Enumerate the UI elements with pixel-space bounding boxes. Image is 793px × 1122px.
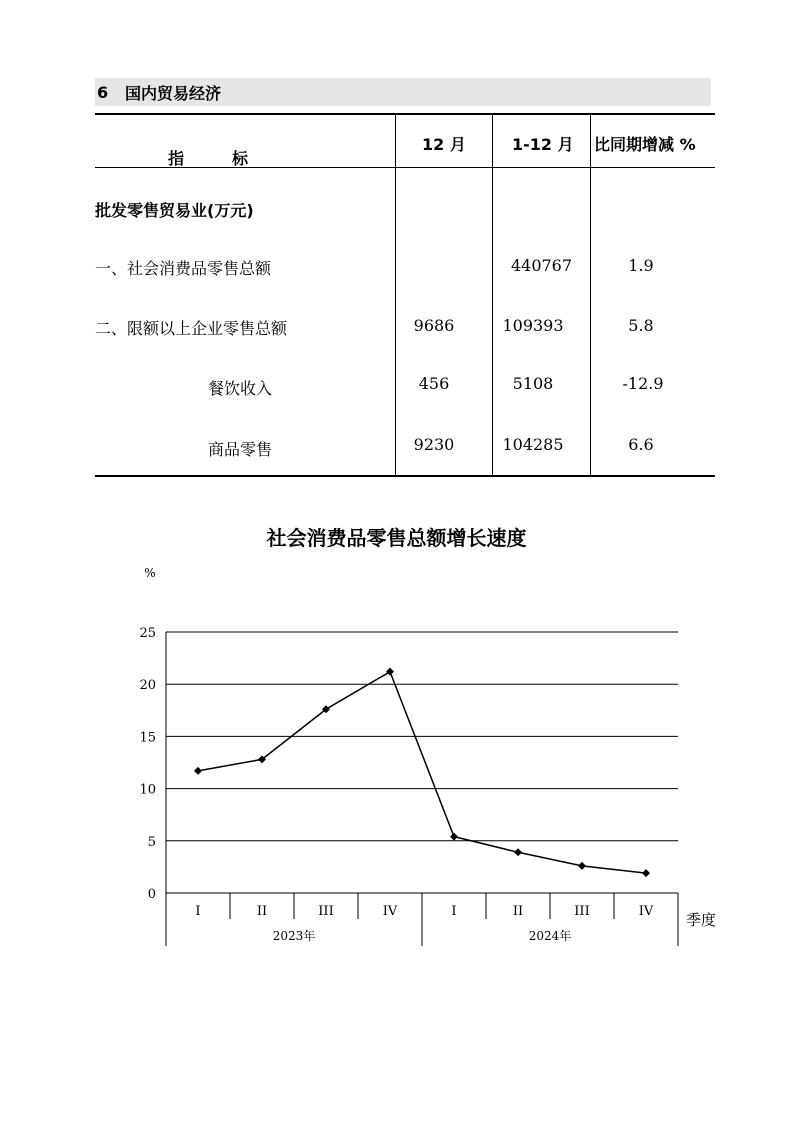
data-point	[194, 767, 202, 775]
chart-title: 社会消费品零售总额增长速度	[266, 526, 527, 550]
y-tick-label: 20	[139, 678, 156, 694]
row-label: 一、社会消费品零售总额	[95, 259, 272, 278]
y-tick-label: 0	[147, 887, 156, 902]
row-label: 商品零售	[208, 440, 273, 459]
data-point	[578, 862, 586, 870]
x-tick-label: I	[451, 904, 457, 919]
row-cumulative: 109393	[502, 316, 564, 335]
row-cumulative: 5108	[512, 374, 554, 393]
y-tick-label: 15	[139, 730, 156, 746]
row-change: 1.9	[628, 256, 654, 275]
row-change: 5.8	[628, 316, 654, 335]
x-tick-label: I	[195, 904, 201, 919]
data-point	[514, 848, 522, 856]
y-tick-label: 10	[139, 782, 156, 798]
row-change: -12.9	[622, 374, 664, 393]
header-month: 12 月	[422, 135, 466, 154]
x-tick-label: IV	[638, 904, 654, 919]
row-label: 餐饮收入	[208, 379, 273, 398]
header-change: 比同期增减 %	[594, 135, 696, 154]
row-cumulative: 104285	[502, 435, 564, 454]
series-line	[198, 672, 646, 873]
header-cumulative: 1-12 月	[512, 135, 574, 154]
y-tick-label: 25	[139, 626, 156, 641]
row-cumulative: 440767	[510, 256, 573, 275]
x-group-label: 2023年	[272, 929, 316, 943]
data-point	[642, 869, 650, 877]
data-point	[386, 668, 394, 676]
y-axis-label: %	[144, 566, 156, 580]
row-month: 9230	[413, 435, 455, 454]
row-month: 456	[418, 374, 450, 393]
row-change: 6.6	[628, 435, 654, 454]
header-indicator: 指 标	[168, 149, 249, 168]
x-tick-label: II	[512, 904, 524, 919]
row-label: 二、限额以上企业零售总额	[95, 319, 288, 338]
section-number: 6	[97, 82, 109, 102]
section-title: 国内贸易经济	[125, 83, 222, 103]
data-point	[450, 833, 458, 841]
x-tick-label: III	[574, 904, 590, 919]
x-tick-label: III	[318, 904, 334, 919]
y-tick-label: 5	[147, 834, 156, 850]
x-tick-label: II	[256, 904, 268, 919]
row-month: 9686	[413, 316, 455, 335]
x-axis-label: 季度	[686, 911, 717, 929]
group-title: 批发零售贸易业(万元)	[95, 201, 254, 220]
x-tick-label: IV	[382, 904, 398, 919]
x-group-label: 2024年	[528, 929, 572, 943]
